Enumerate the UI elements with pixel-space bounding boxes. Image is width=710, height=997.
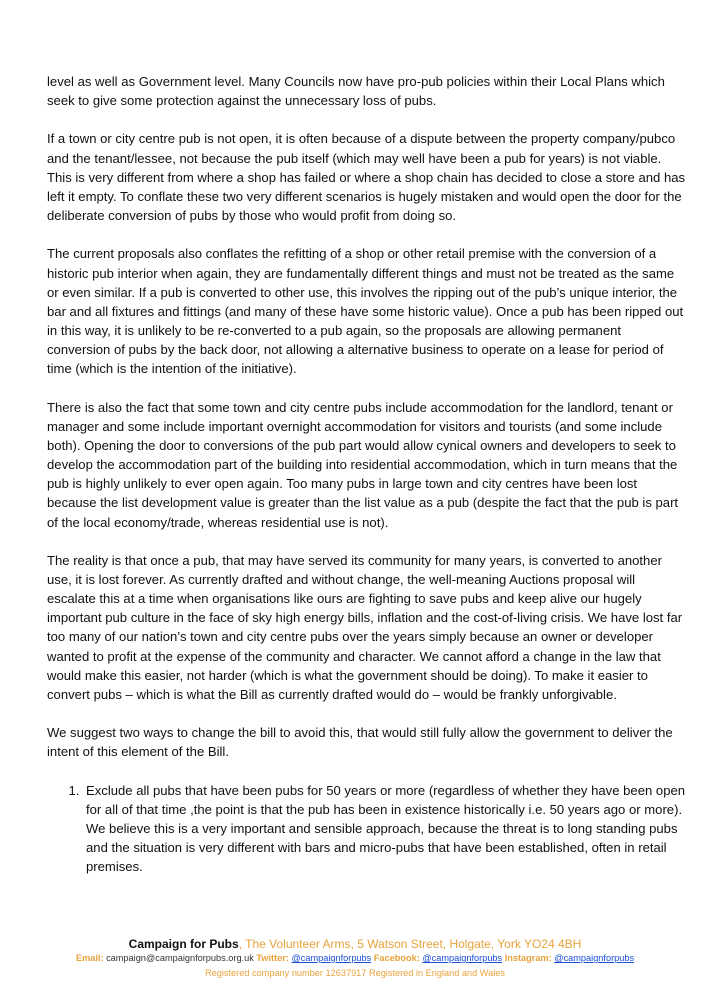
document-body bbox=[47, 72, 687, 876]
instagram-label: Instagram: bbox=[504, 953, 552, 963]
instagram-link[interactable]: @campaignforpubs bbox=[554, 953, 635, 963]
paragraph: The current proposals also conflates the refitting of a shop or other retail premise with the conversion of a historic pub interior when again, they are fundamentally different things and must not be treated as the same or even similar. If a pub is converted to other use, this involves the ripping out of the pub’s unique interior, the bar and all fixtures and fittings (and many of these have some historic value). Once a pub has been ripped out in this way, it is unlikely to be re-converted to a pub again, so the proposals are allowing permanent conversion of pubs by the back door, not allowing a alternative business to operate on a lease for period of time (which is the intention of the initiative). bbox=[47, 246, 684, 377]
facebook-link[interactable]: @campaignforpubs bbox=[422, 953, 503, 963]
list-item: 1. Exclude all pubs that have been pubs for 50 years or more (regardless of whether they have been open for all of that time ,the point is that the pub has been in existence historically i.e. 50 years ago or more). We believe this is a very important and sensible approach, because the threat is to long standing pubs and the situation is very different with bars and micro-pubs that have been established, often in retail premises. bbox=[83, 781, 687, 877]
footer-address-line bbox=[0, 937, 710, 952]
email-label: Email: bbox=[75, 953, 104, 963]
footer bbox=[0, 937, 710, 980]
email-address[interactable]: campaign@campaignforpubs.org.uk bbox=[106, 953, 254, 963]
facebook-label: Facebook: bbox=[373, 953, 420, 963]
suggestion-list bbox=[47, 781, 687, 877]
twitter-label: Twitter: bbox=[256, 953, 289, 963]
footer-contact-line bbox=[0, 952, 710, 965]
paragraph: We suggest two ways to change the bill to avoid this, that would still fully allow the government to deliver the intent of this element of the Bill. bbox=[47, 725, 673, 760]
org-address: , The Volunteer Arms, 5 Watson Street, Holgate, York YO24 4BH bbox=[238, 937, 582, 951]
registration-line: Registered company number 12637917 Registered in England and Wales bbox=[205, 968, 505, 978]
paragraph: If a town or city centre pub is not open, it is often because of a dispute between the property company/pubco and the tenant/lessee, not because the pub itself (which may well have been a pub for years) is not viable. This is very different from where a shop has failed or where a shop chain has decided to close a store and has left it empty. To conflate these two very different scenarios is hugely mistaken and would open the door for the deliberate conversion of pubs by those who would profit from doing so. bbox=[47, 131, 686, 224]
paragraph: level as well as Government level. Many Councils now have pro-pub policies within their Local Plans which seek to give some protection against the unnecessary loss of pubs. bbox=[47, 74, 665, 109]
paragraph: There is also the fact that some town and city centre pubs include accommodation for the landlord, tenant or manager and some include important overnight accommodation for visitors and tourists (and some include both). Opening the door to conversions of the pub part would allow cynical owners and developers to seek to develop the accommodation part of the building into residential accommodation, which in turn means that the pub is highly unlikely to ever open again. Too many pubs in large town and city centres have been lost because the list development value is greater than the list value as a pub (despite the fact that the pub is part of the local economy/trade, whereas residential use is not). bbox=[47, 399, 679, 530]
paragraph: The reality is that once a pub, that may have served its community for many years, is converted to another use, it is lost forever. As currently drafted and without change, the well-meaning Auctions proposal will escalate this at a time when organisations like ours are fighting to save pubs and keep alive our hugely important pub culture in the face of sky high energy bills, inflation and the cost-of-living crisis. We have lost far too many of our nation’s town and city centre pubs over the years simply because an owner or developer wanted to profit at the expense of the community and character. We cannot afford a change in the law that would make this easier, not harder (which is what the government should be doing). To make it easier to convert pubs – which is what the Bill as currently drafted would do – would be frankly unforgivable. bbox=[47, 552, 683, 702]
twitter-link[interactable]: @campaignforpubs bbox=[291, 953, 372, 963]
org-name: Campaign for Pubs bbox=[128, 937, 239, 951]
